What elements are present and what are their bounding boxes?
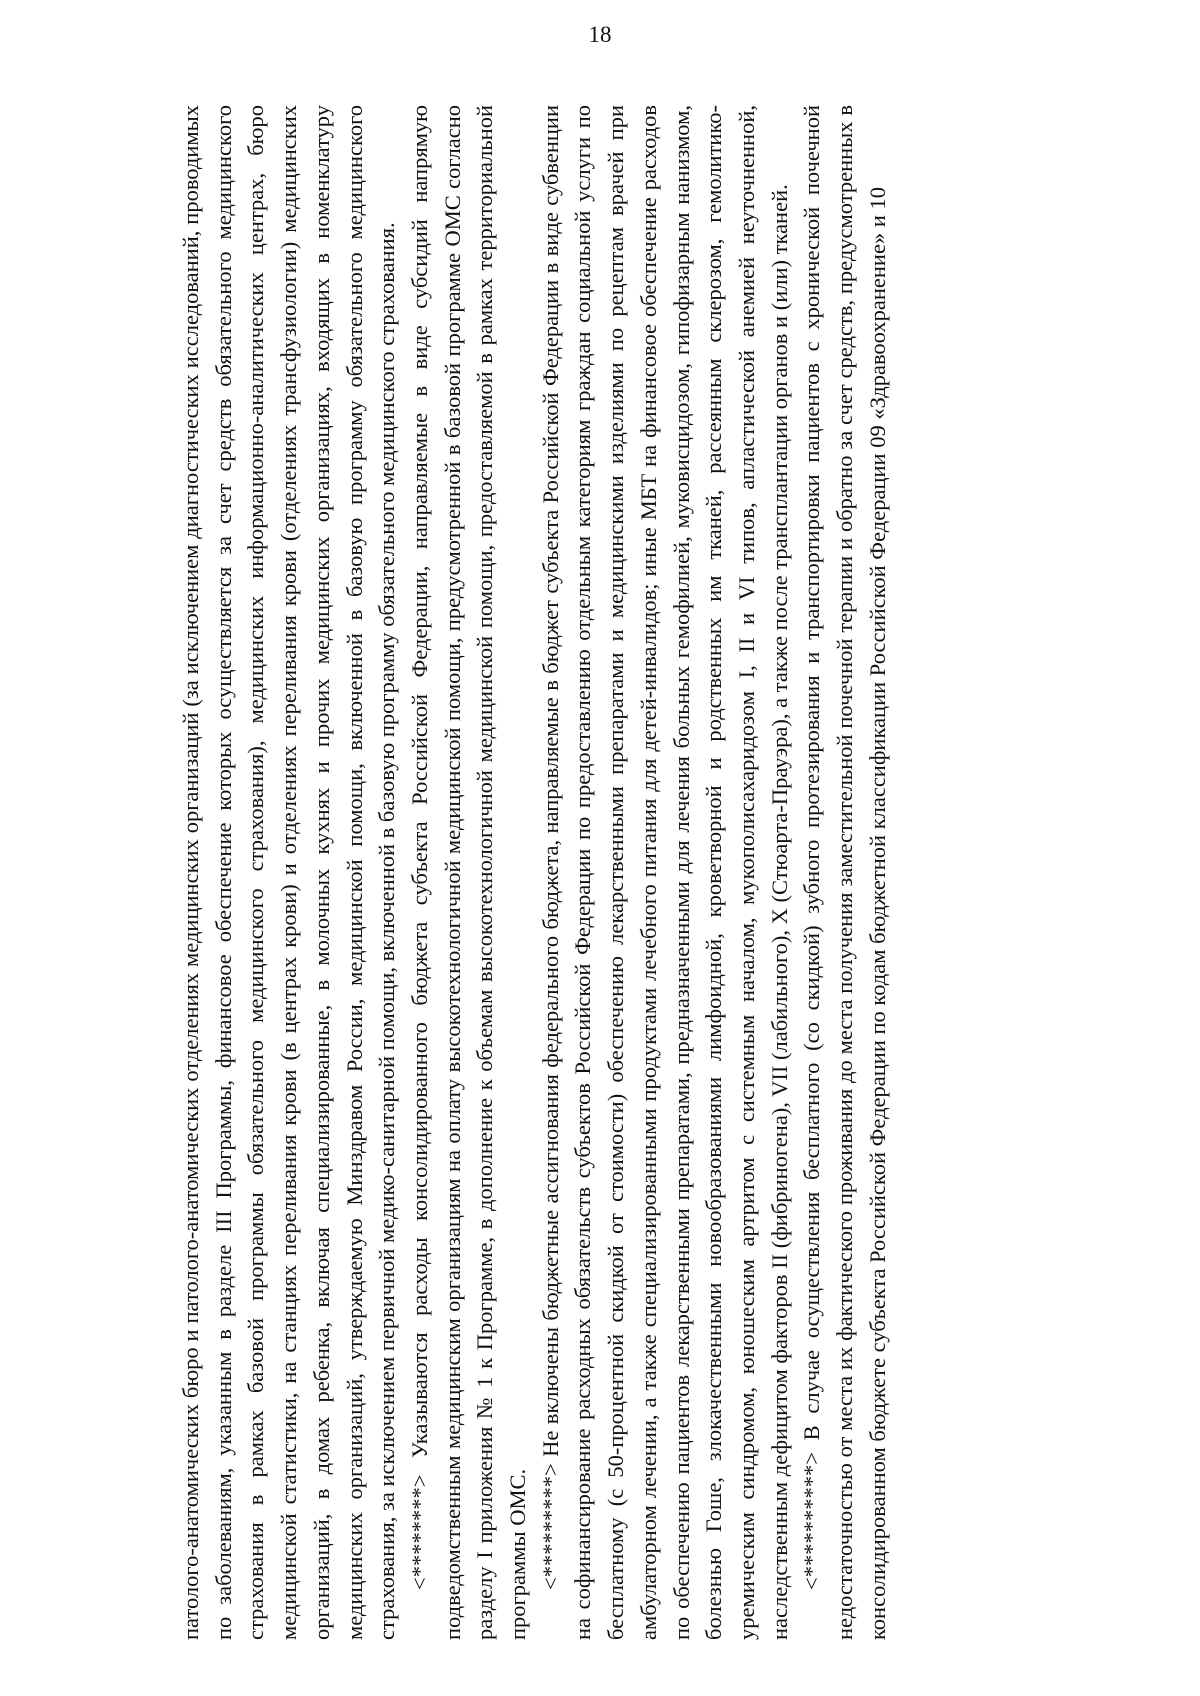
document-body [175, 105, 1105, 1640]
page-number: 18 [588, 22, 612, 47]
footnote-8-paragraph: <********> Указываются расходы консолидированного бюджета субъекта Российской Федерации, направляемые в виде субсидий напрямую подведомственным медицинским организациям на оплату высокотехнологичной медицинской помощи, предусмотренной в базовой программе ОМС согласно разделу I приложения № 1 к Программе, в дополнение к объемам высокотехнологичной медицинской помощи, предоставляемой в рамках территориальной программы ОМС. [406, 105, 531, 1640]
paragraph-continuation: патолого-анатомических бюро и патолого-анатомических отделениях медицинских организаций (за исключением диагностических исследований, проводимых по заболеваниям, указанным в разделе III Программы, финансовое обеспечение которых осуществляется за счет средств обязательного медицинского страхования в рамках базовой программы обязательного медицинского страхования), медицинских информационно-аналитических центрах, бюро медицинской статистики, на станциях переливания крови (в центрах крови) и отделениях переливания крови (отделениях трансфузиологии) медицинских организаций, в домах ребенка, включая специализированные, в молочных кухнях и прочих медицинских организациях, входящих в номенклатуру медицинских организаций, утверждаемую Минздравом России, медицинской помощи, включенной в базовую программу обязательного медицинского страхования, за исключением первичной медико-санитарной помощи, включенной в базовую программу обязательного медицинского страхования. [178, 105, 400, 1640]
rotated-text-area [175, 105, 1105, 1640]
footnote-10-paragraph: <**********> В случае осуществления бесплатного (со скидкой) зубного протезирования и транспортировки пациентов с хронической почечной недостаточностью от места их фактического проживания до места получения заместительной почечной терапии и обратно за счет средств, предусмотренных в консолидированном бюджете субъекта Российской Федерации по кодам бюджетной классификации Российской Федерации 09 «Здравоохранение» и 10 [799, 105, 890, 1640]
footnote-9-paragraph: <*********> Не включены бюджетные ассигнования федерального бюджета, направляемые в бюджет субъекта Российской Федерации в виде субвенции на софинансирование расходных обязательств субъектов Российской Федерации по предоставлению отдельным категориям граждан социальной услуги по бесплатному (с 50-процентной скидкой от стоимости) обеспечению лекарственными препаратами и медицинскими изделиями по рецептам врачей при амбулаторном лечении, а также специализированными продуктами лечебного питания для детей-инвалидов; иные МБТ на финансовое обеспечение расходов по обеспечению пациентов лекарственными препаратами, предназначенными для лечения больных гемофилией, муковисцидозом, гипофизарным нанизмом, болезнью Гоше, злокачественными новообразованиями лимфоидной, кроветворной и родственных им тканей, рассеянным склерозом, гемолитико-уремическим синдромом, юношеским артритом с системным началом, мукополисахаридозом I, II и VI типов, апластической анемией неуточненной, наследственным дефицитом факторов II (фибриногена), VII (лабильного), X (Стюарта-Прауэра), а также после трансплантации органов и (или) тканей. [537, 105, 792, 1640]
